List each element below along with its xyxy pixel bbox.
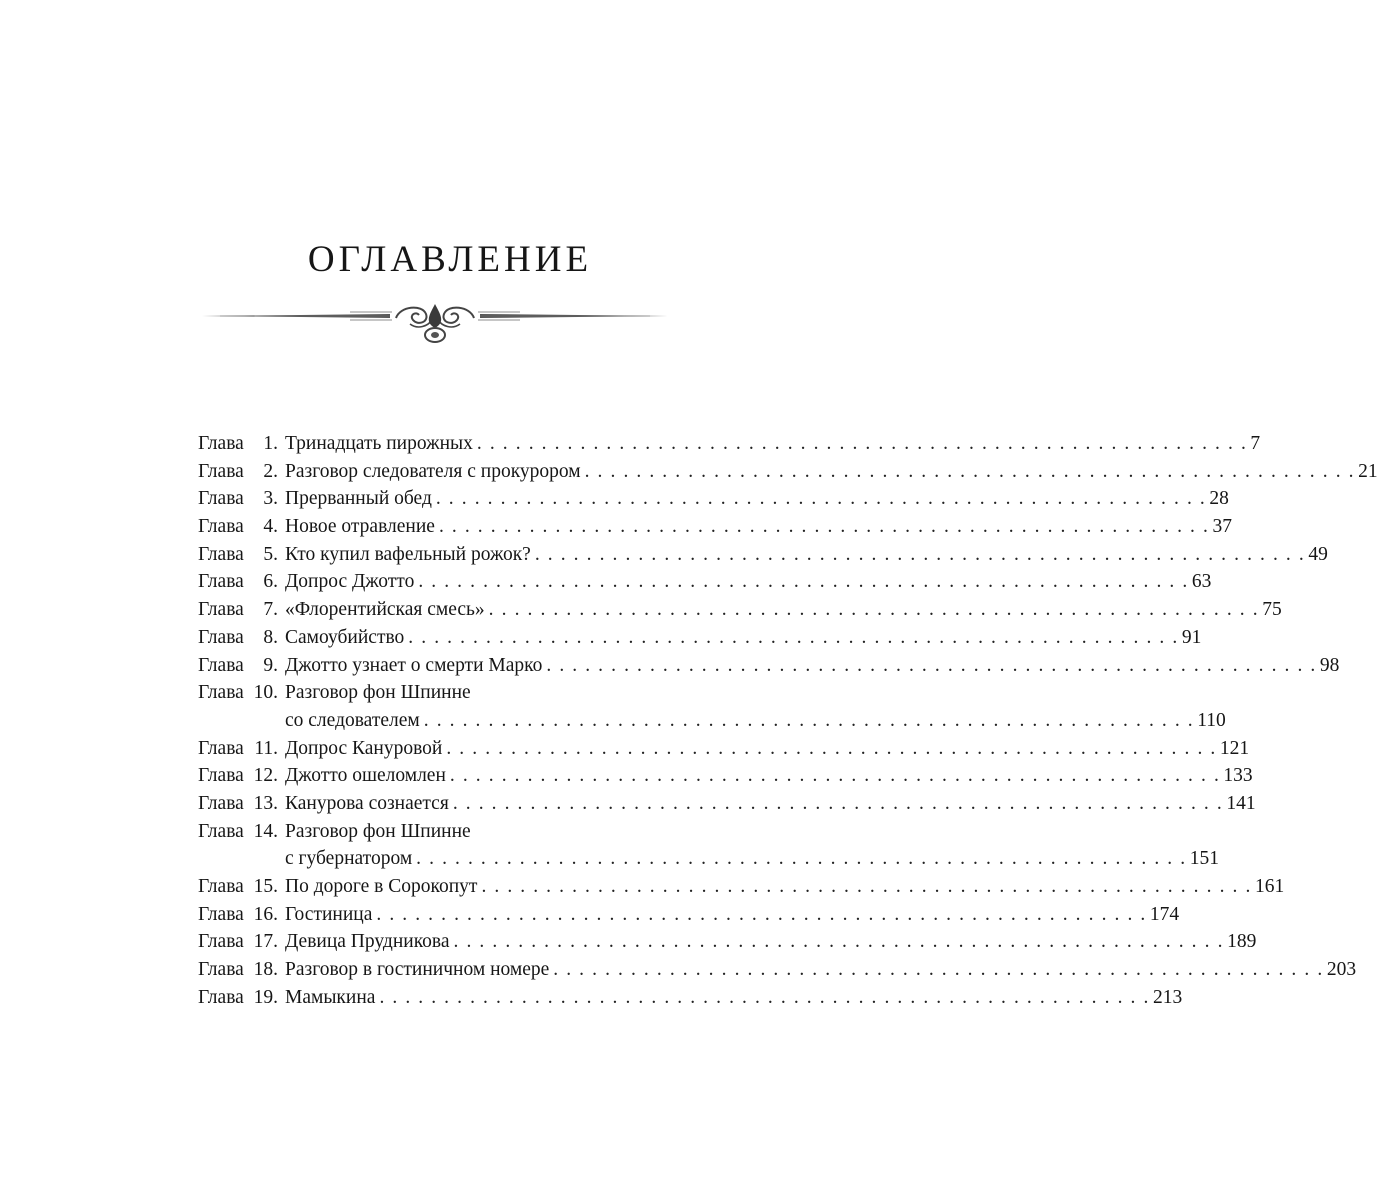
toc-entry xyxy=(198,735,1250,763)
dot-leader: . . . . . . . . . . . . . . . . . . . . . . . . . . . . . . . . . . . . . . . . . . . . . . . . . . . . . . . . . . . . xyxy=(418,571,1189,593)
chapter-line xyxy=(285,984,1183,1012)
chapter-prefix: Глава xyxy=(198,626,244,648)
toc-entry xyxy=(198,485,1229,513)
page-number: 213 xyxy=(1152,986,1183,1008)
chapter-line xyxy=(285,485,1229,513)
chapter-prefix: Глава xyxy=(198,765,244,787)
toc-entry xyxy=(198,762,1253,790)
page-number: 110 xyxy=(1197,709,1226,731)
dot-leader: . . . . . . . . . . . . . . . . . . . . . . . . . . . . . . . . . . . . . . . . . . . . . . . . . . . . . . . . . . . . xyxy=(446,737,1217,759)
toc-entry xyxy=(198,679,675,707)
toc-entry xyxy=(198,984,1183,1012)
chapter-number: 2. xyxy=(263,460,278,482)
dot-leader: . . . . . . . . . . . . . . . . . . . . . . . . . . . . . . . . . . . . . . . . . . . . . . . . . . . . . . . . . . . . xyxy=(488,599,1260,621)
chapter-line xyxy=(285,790,1256,818)
chapter-line xyxy=(285,568,1212,596)
toc-entry xyxy=(198,790,1256,818)
dot-leader: . . . . . . . . . . . . . . . . . . . . . . . . . . . . . . . . . . . . . . . . . . . . . . . . . . . . . . . . . . . . xyxy=(416,848,1187,870)
chapter-prefix: Глава xyxy=(198,931,244,953)
page-number: 98 xyxy=(1319,654,1340,676)
chapter-title: Девица Прудникова xyxy=(285,931,450,953)
page-number: 189 xyxy=(1227,931,1257,953)
toc-entry xyxy=(198,845,1219,873)
chapter-number: 3. xyxy=(263,488,278,510)
chapter-line xyxy=(285,928,1257,956)
chapter-title: Тринадцать пирожных xyxy=(285,433,473,454)
chapter-number: 19. xyxy=(253,986,278,1008)
chapter-prefix: Глава xyxy=(198,959,244,981)
chapter-prefix: Глава xyxy=(198,599,244,621)
chapter-line xyxy=(285,624,1202,652)
toc-entry xyxy=(198,956,1357,984)
chapter-number: 17. xyxy=(253,931,278,953)
dot-leader: . . . . . . . . . . . . . . . . . . . . . . . . . . . . . . . . . . . . . . . . . . . . . . . . . . . . . . . . . . . . xyxy=(584,460,1356,482)
chapter-prefix: Глава xyxy=(198,433,244,454)
chapter-number: 14. xyxy=(253,820,278,842)
page-number: 91 xyxy=(1181,626,1202,648)
chapter-line xyxy=(285,818,675,846)
page-number: 49 xyxy=(1308,543,1328,565)
chapter-title: Разговор фон Шпинне xyxy=(285,682,471,704)
chapter-prefix: Глава xyxy=(198,876,244,897)
chapter-number: 15. xyxy=(253,876,278,897)
toc-entry xyxy=(198,624,1202,652)
chapter-title: Гостиница xyxy=(285,903,373,925)
page-title: ОГЛАВЛЕНИЕ xyxy=(307,239,593,280)
chapter-line xyxy=(285,513,1232,541)
chapter-title: Канурова сознается xyxy=(285,792,449,814)
chapter-prefix: Глава xyxy=(198,654,244,676)
dot-leader: . . . . . . . . . . . . . . . . . . . . . . . . . . . . . . . . . . . . . . . . . . . . . . . . . . . . . . . . . . . . xyxy=(379,986,1150,1008)
chapter-title: Мамыкина xyxy=(285,986,376,1008)
toc-entry xyxy=(198,458,1378,486)
dot-leader: . . . . . . . . . . . . . . . . . . . . . . . . . . . . . . . . . . . . . . . . . . . . . . . . . . . . . . . . . . . . xyxy=(452,792,1224,814)
chapter-prefix: Глава xyxy=(198,488,244,510)
chapter-title: Допрос Джотто xyxy=(285,571,415,593)
chapter-number: 16. xyxy=(253,903,278,925)
toc-entry xyxy=(198,596,1282,624)
dot-leader: . . . . . . . . . . . . . . . . . . . . . . . . . . . . . . . . . . . . . . . . . . . . . . . . . . . . . . . . . . . . xyxy=(481,876,1252,897)
page-number: 37 xyxy=(1212,516,1232,538)
page-number: 141 xyxy=(1226,792,1256,814)
chapter-title: Разговор следователя с прокурором xyxy=(285,460,581,482)
chapter-title: Кто купил вафельный рожок? xyxy=(285,543,531,565)
chapter-prefix: Глава xyxy=(198,986,244,1008)
chapter-title: Разговор фон Шпинне xyxy=(285,820,471,842)
toc-entry xyxy=(198,541,1328,569)
page-number: 161 xyxy=(1254,876,1285,897)
chapter-number: 7. xyxy=(263,599,278,621)
chapter-title: Разговор в гостиничном номере xyxy=(285,959,550,981)
page-number: 21 xyxy=(1358,460,1378,482)
chapter-line xyxy=(285,458,1378,486)
chapter-line xyxy=(285,430,1261,458)
dot-leader: . . . . . . . . . . . . . . . . . . . . . . . . . . . . . . . . . . . . . . . . . . . . . . . . . . . . . . . . . . . . xyxy=(534,543,1306,565)
page-number: 7 xyxy=(1250,433,1261,454)
chapter-title: Допрос Кануровой xyxy=(285,737,443,759)
dot-leader: . . . . . . . . . . . . . . . . . . . . . . . . . . . . . . . . . . . . . . . . . . . . . . . . . . . . . . . . . . . . xyxy=(408,626,1179,648)
chapter-title: Самоубийство xyxy=(285,626,405,648)
dot-leader: . . . . . . . . . . . . . . . . . . . . . . . . . . . . . . . . . . . . . . . . . . . . . . . . . . . . . . . . . . . . xyxy=(449,765,1221,787)
flourish-divider-icon xyxy=(200,298,670,348)
page-number: 151 xyxy=(1189,848,1219,870)
page-number: 133 xyxy=(1223,765,1253,787)
chapter-number: 10. xyxy=(253,682,278,704)
page-number: 63 xyxy=(1191,571,1212,593)
page-number: 174 xyxy=(1149,903,1180,925)
dot-leader: . . . . . . . . . . . . . . . . . . . . . . . . . . . . . . . . . . . . . . . . . . . . . . . . . . . . . . . . . . . . xyxy=(423,709,1195,731)
chapter-prefix: Глава xyxy=(198,903,244,925)
chapter-number: 9. xyxy=(263,654,278,676)
toc-entry xyxy=(198,707,1226,735)
chapter-title: «Флорентийская смесь» xyxy=(285,599,485,621)
dot-leader: . . . . . . . . . . . . . . . . . . . . . . . . . . . . . . . . . . . . . . . . . . . . . . . . . . . . . . . . . . . . xyxy=(376,903,1147,925)
chapter-title: По дороге в Сорокопут xyxy=(285,876,478,897)
chapter-prefix: Глава xyxy=(198,682,244,704)
toc-entry xyxy=(198,652,1340,680)
chapter-title: Новое отравление xyxy=(285,516,435,538)
chapter-number: 18. xyxy=(253,959,278,981)
dot-leader: . . . . . . . . . . . . . . . . . . . . . . . . . . . . . . . . . . . . . . . . . . . . . . . . . . . . . . . . . . . . xyxy=(438,516,1210,538)
dot-leader: . . . . . . . . . . . . . . . . . . . . . . . . . . . . . . . . . . . . . . . . . . . . . . . . . . . . . . . . . . . . xyxy=(435,488,1207,510)
page-number: 203 xyxy=(1326,959,1357,981)
chapter-line xyxy=(285,652,1340,680)
chapter-number: 6. xyxy=(263,571,278,593)
toc-entry xyxy=(198,818,675,846)
chapter-number: 12. xyxy=(253,765,278,787)
chapter-line xyxy=(285,873,1285,901)
page-number: 28 xyxy=(1209,488,1229,510)
chapter-line xyxy=(285,956,1357,984)
chapter-number: 4. xyxy=(263,516,278,538)
dot-leader: . . . . . . . . . . . . . . . . . . . . . . . . . . . . . . . . . . . . . . . . . . . . . . . . . . . . . . . . . . . . xyxy=(476,433,1248,454)
chapter-line xyxy=(285,541,1328,569)
chapter-title: со следователем xyxy=(285,709,420,731)
chapter-line xyxy=(285,679,675,707)
chapter-line xyxy=(285,735,1250,763)
chapter-number: 8. xyxy=(263,626,278,648)
toc-entry xyxy=(198,873,1285,901)
chapter-number: 1. xyxy=(263,433,278,454)
chapter-line xyxy=(285,762,1253,790)
chapter-line xyxy=(285,707,1226,735)
chapter-line xyxy=(285,901,1180,929)
chapter-prefix: Глава xyxy=(198,460,244,482)
table-of-contents xyxy=(198,430,1378,1011)
chapter-prefix: Глава xyxy=(198,792,244,814)
chapter-prefix: Глава xyxy=(198,516,244,538)
chapter-number: 5. xyxy=(263,543,278,565)
toc-entry xyxy=(198,928,1257,956)
chapter-line xyxy=(285,845,1219,873)
chapter-prefix: Глава xyxy=(198,737,244,759)
dot-leader: . . . . . . . . . . . . . . . . . . . . . . . . . . . . . . . . . . . . . . . . . . . . . . . . . . . . . . . . . . . . xyxy=(553,959,1324,981)
chapter-title: Джотто узнает о смерти Марко xyxy=(285,654,543,676)
dot-leader: . . . . . . . . . . . . . . . . . . . . . . . . . . . . . . . . . . . . . . . . . . . . . . . . . . . . . . . . . . . . xyxy=(453,931,1225,953)
chapter-title: Прерванный обед xyxy=(285,488,432,510)
chapter-line xyxy=(285,596,1282,624)
page-number: 75 xyxy=(1262,599,1282,621)
chapter-prefix: Глава xyxy=(198,571,244,593)
chapter-number: 13. xyxy=(253,792,278,814)
chapter-title: Джотто ошеломлен xyxy=(285,765,446,787)
toc-entry xyxy=(198,513,1232,541)
toc-entry xyxy=(198,430,1261,458)
chapter-number: 11. xyxy=(254,737,278,759)
chapter-title: с губернатором xyxy=(285,848,413,870)
toc-entry xyxy=(198,568,1212,596)
chapter-prefix: Глава xyxy=(198,820,244,842)
toc-entry xyxy=(198,901,1180,929)
page-number: 121 xyxy=(1219,737,1250,759)
dot-leader: . . . . . . . . . . . . . . . . . . . . . . . . . . . . . . . . . . . . . . . . . . . . . . . . . . . . . . . . . . . . xyxy=(546,654,1317,676)
chapter-prefix: Глава xyxy=(198,543,244,565)
